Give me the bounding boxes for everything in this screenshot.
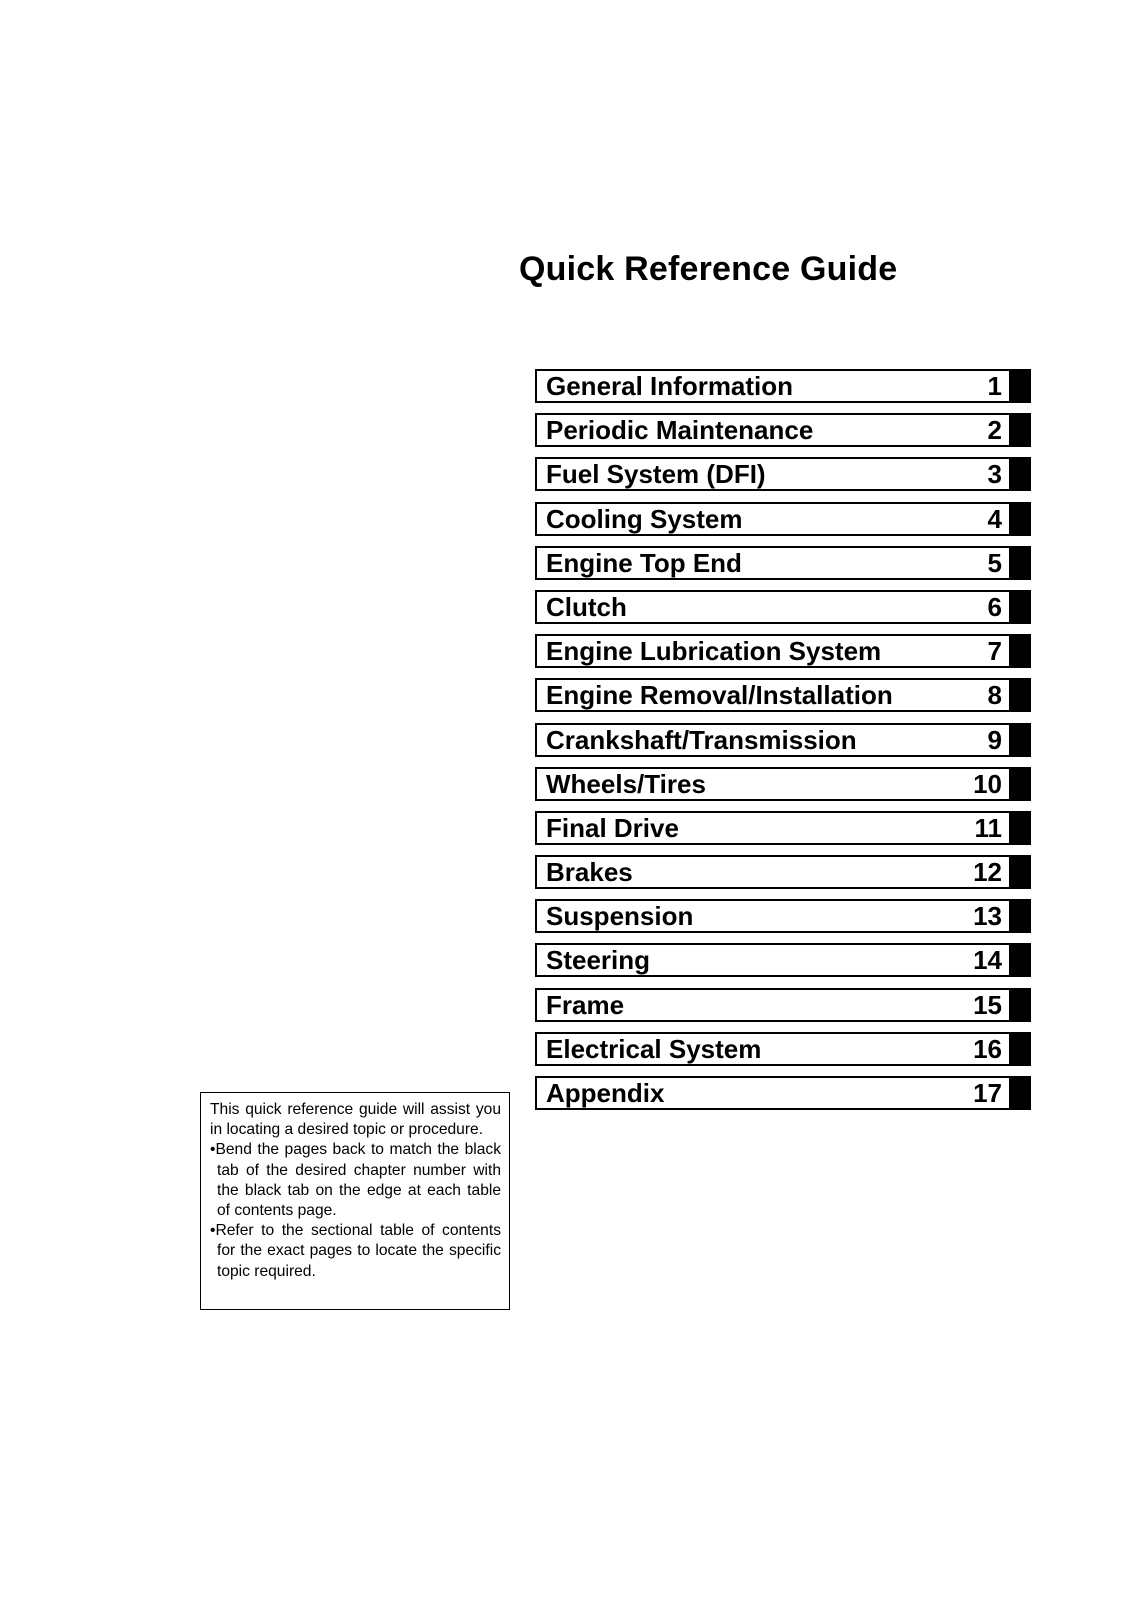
toc-item-label: Engine Top End (546, 547, 742, 578)
toc-item-number: 12 (973, 857, 1002, 888)
toc-item-number: 1 (987, 371, 1002, 401)
black-tab-marker (1009, 899, 1031, 933)
toc-item-label: Steering (546, 945, 651, 976)
toc-item-box (535, 678, 1009, 712)
toc-item-number: 15 (973, 989, 1002, 1020)
toc-item-suspension[interactable] (535, 899, 1031, 933)
toc-item-box (535, 413, 1009, 447)
toc-item-electrical-system[interactable] (535, 1032, 1031, 1066)
toc-item-box (535, 943, 1009, 977)
toc-item-box (535, 899, 1009, 933)
toc-item-box (535, 457, 1009, 491)
black-tab-marker (1009, 590, 1031, 624)
toc-item-label: Final Drive (546, 812, 679, 843)
toc-item-number: 11 (974, 812, 1002, 843)
toc-item-box (535, 767, 1009, 801)
toc-item-label: General Information (546, 371, 794, 401)
toc-item-box (535, 369, 1009, 403)
toc-item-label: Suspension (546, 901, 694, 932)
black-tab-marker (1009, 413, 1031, 447)
black-tab-marker (1009, 811, 1031, 845)
toc-item-label: Appendix (546, 1078, 665, 1108)
toc-item-label: Periodic Maintenance (546, 415, 814, 446)
toc-item-label: Crankshaft/Transmission (546, 724, 857, 755)
toc-item-label: Brakes (546, 857, 633, 888)
toc-item-number: 8 (987, 680, 1002, 711)
toc-item-label: Engine Removal/Installation (546, 680, 893, 711)
black-tab-marker (1009, 723, 1031, 757)
black-tab-marker (1009, 457, 1031, 491)
toc-item-frame[interactable] (535, 988, 1031, 1022)
black-tab-marker (1009, 943, 1031, 977)
toc-item-number: 17 (973, 1078, 1002, 1108)
toc-item-number: 14 (973, 945, 1002, 976)
toc-item-box (535, 1032, 1009, 1066)
toc-item-engine-top-end[interactable] (535, 546, 1031, 580)
black-tab-marker (1009, 1032, 1031, 1066)
page-title: Quick Reference Guide (519, 250, 898, 288)
black-tab-marker (1009, 502, 1031, 536)
note-intro-text: This quick reference guide will assist you in locating a desired topic or procedure. (210, 1101, 501, 1139)
toc-item-brakes[interactable] (535, 855, 1031, 889)
toc-item-number: 4 (987, 503, 1002, 534)
black-tab-marker (1009, 1076, 1031, 1110)
black-tab-marker (1009, 988, 1031, 1022)
toc-item-appendix[interactable] (535, 1076, 1031, 1110)
black-tab-marker (1009, 678, 1031, 712)
toc-item-box (535, 1076, 1009, 1110)
instructions-note-box (200, 1092, 510, 1310)
toc-item-final-drive[interactable] (535, 811, 1031, 845)
black-tab-marker (1009, 634, 1031, 668)
toc-item-number: 2 (987, 415, 1002, 446)
toc-item-general-information[interactable] (535, 369, 1031, 403)
toc-item-wheels-tires[interactable] (535, 767, 1031, 801)
toc-item-number: 3 (987, 459, 1002, 490)
toc-item-box (535, 988, 1009, 1022)
toc-item-box (535, 811, 1009, 845)
note-bullet-item: •Bend the pages back to match the black tab of the desired chapter number with the black tab on the edge at each table of contents page. (210, 1141, 501, 1220)
black-tab-marker (1009, 369, 1031, 403)
toc-item-box (535, 546, 1009, 580)
toc-item-cooling-system[interactable] (535, 502, 1031, 536)
toc-item-box (535, 590, 1009, 624)
toc-item-number: 5 (987, 547, 1002, 578)
toc-item-label: Wheels/Tires (546, 768, 706, 799)
toc-item-label: Clutch (546, 591, 627, 622)
toc-item-box (535, 502, 1009, 536)
toc-item-label: Cooling System (546, 503, 743, 534)
toc-item-label: Engine Lubrication System (546, 636, 882, 667)
toc-item-box (535, 723, 1009, 757)
note-bullet-item: •Refer to the sectional table of contents for the exact pages to locate the specific topic required. (210, 1222, 501, 1280)
toc-item-number: 9 (987, 724, 1002, 755)
toc-item-box (535, 634, 1009, 668)
table-of-contents (535, 369, 1031, 1120)
toc-item-periodic-maintenance[interactable] (535, 413, 1031, 447)
toc-item-clutch[interactable] (535, 590, 1031, 624)
toc-item-number: 6 (987, 591, 1002, 622)
toc-item-label: Fuel System (DFI) (546, 459, 766, 490)
toc-item-crankshaft-transmission[interactable] (535, 723, 1031, 757)
black-tab-marker (1009, 767, 1031, 801)
toc-item-steering[interactable] (535, 943, 1031, 977)
toc-item-number: 16 (973, 1033, 1002, 1064)
toc-item-fuel-system[interactable] (535, 457, 1031, 491)
toc-item-engine-removal-installation[interactable] (535, 678, 1031, 712)
toc-item-number: 13 (973, 901, 1002, 932)
toc-item-number: 7 (987, 636, 1002, 667)
toc-item-label: Electrical System (546, 1033, 762, 1064)
toc-item-label: Frame (546, 989, 625, 1020)
black-tab-marker (1009, 546, 1031, 580)
black-tab-marker (1009, 855, 1031, 889)
toc-item-number: 10 (973, 768, 1002, 799)
toc-item-box (535, 855, 1009, 889)
toc-item-engine-lubrication-system[interactable] (535, 634, 1031, 668)
